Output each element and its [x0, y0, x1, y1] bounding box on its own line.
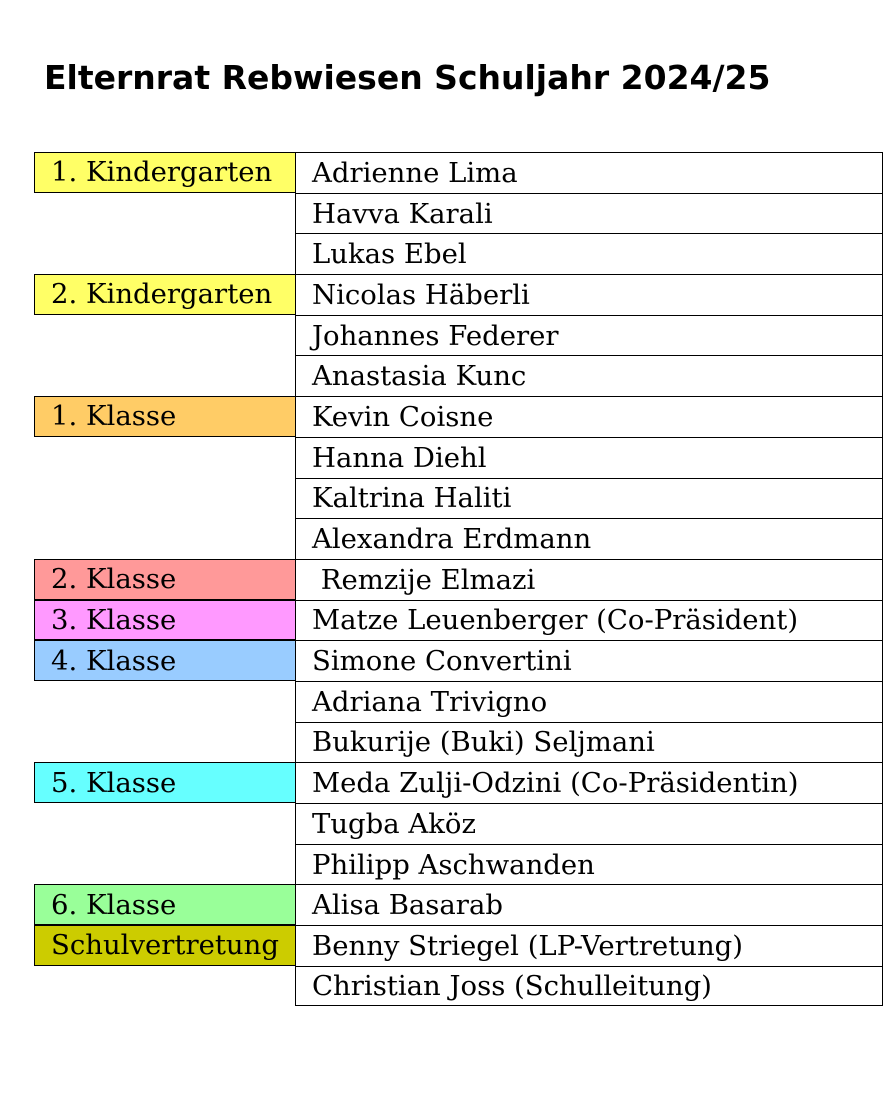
member-name: Philipp Aschwanden [295, 844, 883, 885]
group-label: 1. Kindergarten [34, 152, 295, 193]
group-label: 4. Klasse [34, 640, 295, 681]
member-name: Remzije Elmazi [295, 559, 883, 600]
table-row [34, 803, 883, 844]
member-name: Tugba Aköz [295, 803, 883, 844]
table-row [34, 233, 883, 274]
group-label: 3. Klasse [34, 600, 295, 641]
member-name: Anastasia Kunc [295, 355, 883, 396]
group-label: 2. Klasse [34, 559, 295, 600]
table-row [34, 925, 883, 966]
table-row [34, 722, 883, 763]
member-name: Simone Convertini [295, 640, 883, 681]
group-label-empty [34, 518, 295, 559]
member-name: Hanna Diehl [295, 437, 883, 478]
table-row [34, 966, 883, 1007]
table-row [34, 762, 883, 803]
table-row [34, 884, 883, 925]
table-row [34, 681, 883, 722]
group-label-empty [34, 478, 295, 519]
table-row [34, 315, 883, 356]
table-row [34, 600, 883, 641]
member-name: Benny Striegel (LP-Vertretung) [295, 925, 883, 966]
member-name: Johannes Federer [295, 315, 883, 356]
page-title: Elternrat Rebwiesen Schuljahr 2024/25 [44, 58, 771, 97]
group-label: 1. Klasse [34, 396, 295, 437]
group-label-empty [34, 437, 295, 478]
table-row [34, 355, 883, 396]
group-label-empty [34, 722, 295, 763]
table-row [34, 193, 883, 234]
group-label-empty [34, 233, 295, 274]
member-name: Matze Leuenberger (Co-Präsident) [295, 600, 883, 641]
table-row [34, 478, 883, 519]
member-name: Kaltrina Haliti [295, 478, 883, 519]
group-label: 6. Klasse [34, 884, 295, 925]
table-row [34, 274, 883, 315]
member-name: Meda Zulji-Odzini (Co-Präsidentin) [295, 762, 883, 803]
member-name: Lukas Ebel [295, 233, 883, 274]
member-name: Bukurije (Buki) Seljmani [295, 722, 883, 763]
member-name: Alisa Basarab [295, 884, 883, 925]
member-name: Adrienne Lima [295, 152, 883, 193]
table-row [34, 844, 883, 885]
table-row [34, 152, 883, 193]
member-name: Kevin Coisne [295, 396, 883, 437]
member-name: Alexandra Erdmann [295, 518, 883, 559]
table-row [34, 396, 883, 437]
group-label-empty [34, 193, 295, 234]
table-row [34, 640, 883, 681]
roster-table [34, 152, 883, 1006]
group-label: Schulvertretung [34, 925, 295, 966]
table-row [34, 437, 883, 478]
group-label-empty [34, 803, 295, 844]
group-label-empty [34, 681, 295, 722]
table-row [34, 518, 883, 559]
group-label-empty [34, 355, 295, 396]
group-label-empty [34, 844, 295, 885]
group-label: 5. Klasse [34, 762, 295, 803]
group-label: 2. Kindergarten [34, 274, 295, 315]
group-label-empty [34, 315, 295, 356]
member-name: Adriana Trivigno [295, 681, 883, 722]
member-name: Nicolas Häberli [295, 274, 883, 315]
member-name: Christian Joss (Schulleitung) [295, 966, 883, 1007]
group-label-empty [34, 966, 295, 1007]
table-row [34, 559, 883, 600]
member-name: Havva Karali [295, 193, 883, 234]
